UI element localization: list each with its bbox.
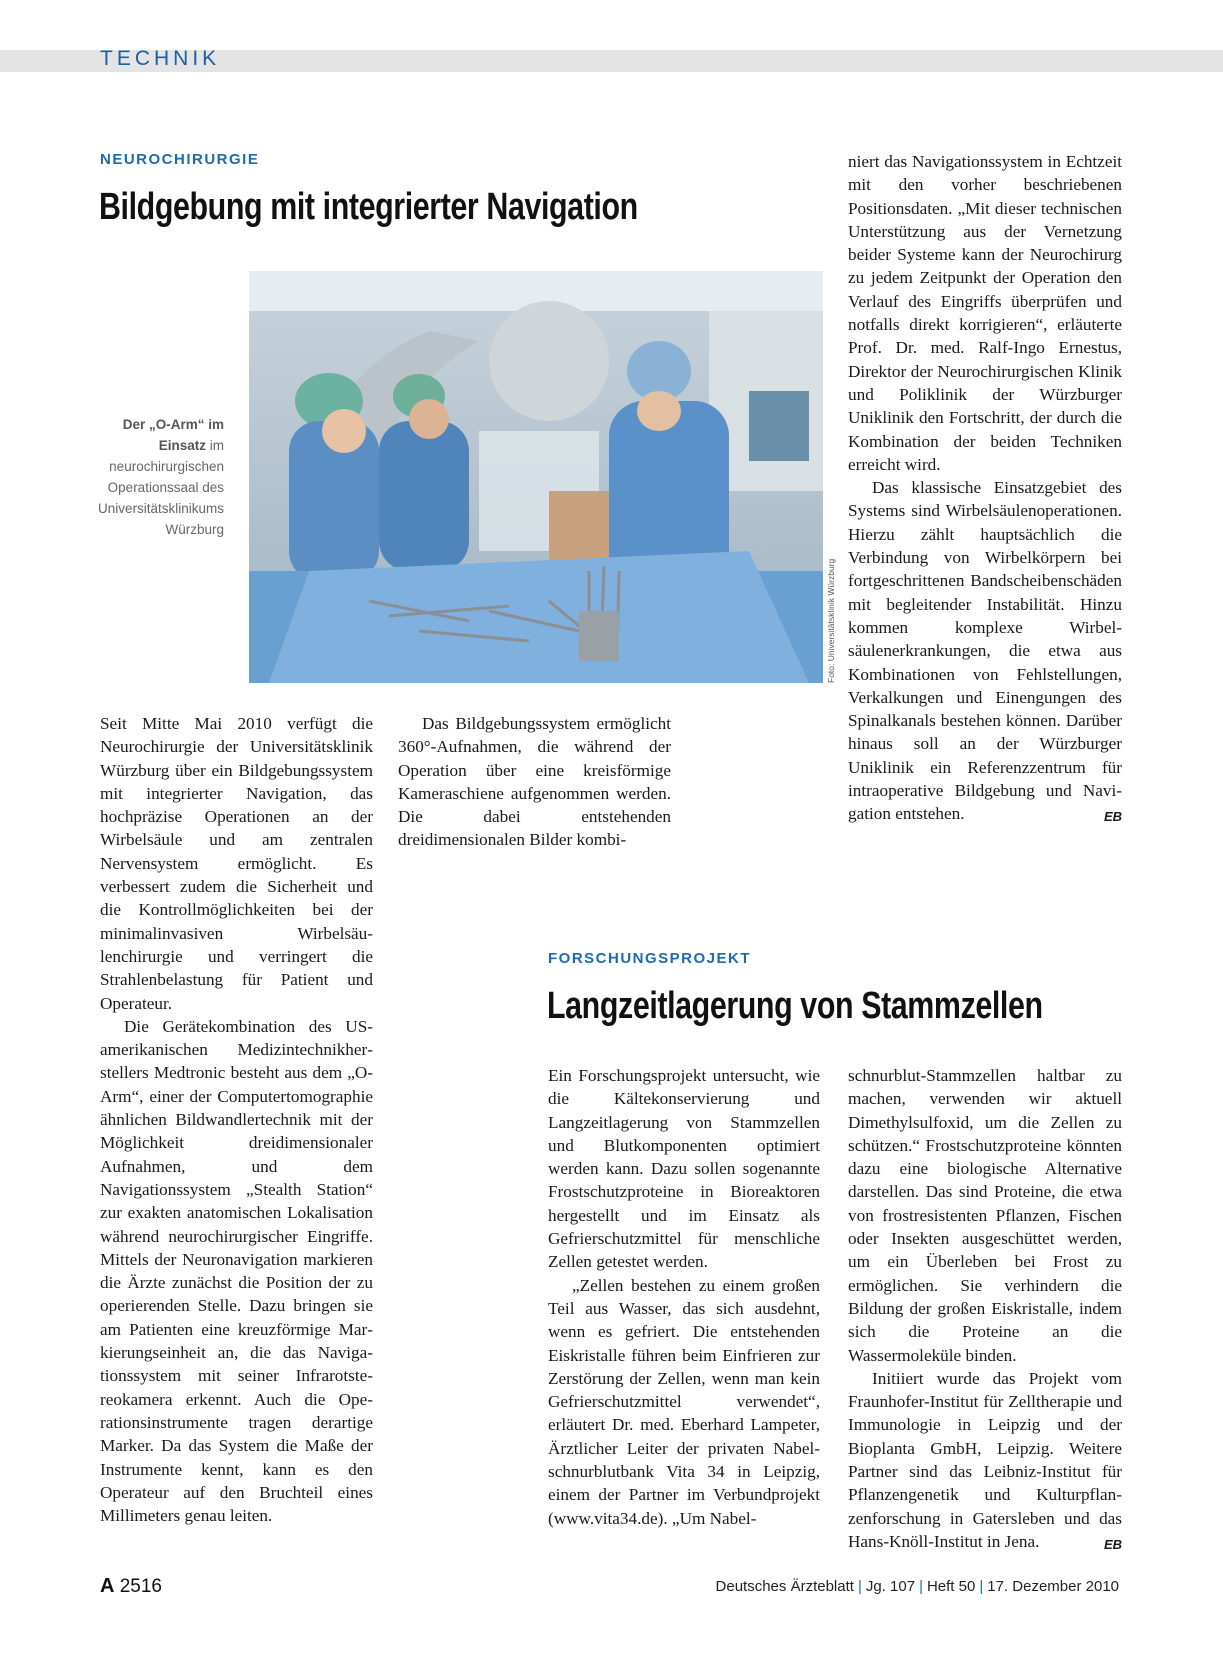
paragraph-text: Initiiert wurde das Projekt vom Fraunhofer-Institut für Zelltherapie und Immunologie in Leipzig und der Bioplanta GmbH, Leipzig. Weitere Partner sind das Leibniz-Institut für Pflanzengenetik und Kulturpflanzenforschung in Gatersleben und das Hans-Knöll-Institut in Jena. (848, 1368, 1122, 1551)
article1-column-3 (848, 150, 1122, 829)
journal-info: Deutsches Ärzteblatt | Jg. 107 | Heft 50 | 17. Dezember 2010 (715, 1578, 1119, 1595)
photo-credit: Foto: Universitätsklinik Würzburg (826, 558, 836, 683)
author-signature: EB (1103, 809, 1122, 825)
paragraph (848, 476, 1122, 825)
paragraph: schnurblut-Stammzellen haltbar zu machen, verwenden wir aktuell Dimethylsulfoxid, um die Zellen zu schützen.“ Frostschutzproteine könnten dazu eine biologische Alternative darstellen. Das sind Proteine, die etwa von frostresistenten Pflanzen, Fischen oder Insekten ausgeschüttet werden, um ein Überleben bei Frost zu ermöglichen. Sie verhindern die Bildung der großen Eiskristalle, indem sich die Proteine an die Wassermoleküle binden. (848, 1066, 1122, 1365)
paragraph: Seit Mitte Mai 2010 verfügt die Neurochirurgie der Universitätsklinik Würzburg über ein Bildgebungssystem mit integrierter Navigation, das hochpräzise Operationen an der Wirbelsäule und am zentralen Nervensystem ermöglicht. Es verbessert zudem die Sicherheit und die Kontrollmöglichkeiten bei der minimalinvasiven Wirbelsäulenchirurgie und verringert die Strahlenbelastung für Patient und Operateur. (100, 714, 373, 1013)
article2-kicker: FORSCHUNGSPROJEKT (548, 950, 752, 967)
section-label: TECHNIK (100, 47, 221, 70)
paragraph: niert das Navigationssystem in Echtzeit mit den vorher beschriebenen Positionsdaten. „Mit dieser technischen Unterstützung aus der Vernetzung beider Systeme kann der Neurochirurg zu jedem Zeitpunkt der Operation den Verlauf des Eingriffs überprüfen und notfalls direkt korrigieren“, erläuterte Prof. Dr. med. Ralf-Ingo Ernestus, Direktor der Neurochirurgischen Klinik und Poliklinik der Würzburger Uniklinik den Fortschritt, der durch die Kombination der beiden Techniken erreicht wird. (848, 152, 1122, 474)
caption-text: im neurochirurgischen Operationssaal des Universitätsklinikums Würzburg (97, 438, 224, 537)
author-signature: EB (1103, 1536, 1122, 1552)
paragraph: „Zellen bestehen zu einem großen Teil aus Wasser, das sich ausdehnt, wenn es gefriert. Die entstehenden Eiskristalle führen beim Einfrieren zur Zerstörung der Zellen, wenn man kein Gefrierschutzmittel verwendet“, erläutert Dr. med. Eberhard Lampeter, Ärztlicher Leiter der privaten Nabelschnurblutbank Vita 34 in Leipzig, einem der Partner im Verbundprojekt (www.vita34.de). „Um Nabel- (548, 1275, 820, 1528)
article2-title: Langzeitlagerung von Stammzellen (547, 985, 1043, 1027)
page-number (100, 1575, 162, 1598)
article1-kicker: NEUROCHIRURGIE (100, 151, 260, 168)
photo-caption (80, 414, 224, 540)
journal-issue: Heft 50 (926, 1578, 976, 1595)
surgery-photo (249, 271, 823, 683)
article1-column-1 (100, 712, 373, 1527)
article1-title: Bildgebung mit integrierter Navigation (99, 186, 638, 228)
paragraph: Ein Forschungsprojekt untersucht, wie die Kältekonservierung und Langzeitlagerung von Stammzellen und Blutkomponenten optimiert werden kann. Dazu sollen sogenannte Frostschutzproteine in Bioreaktoren hergestellt und im Einsatz als Gefrierschutzmittel für menschliche Zellen getestet werden. (548, 1066, 820, 1272)
journal-name: Deutsches Ärzteblatt (715, 1578, 854, 1595)
paragraph: Die Gerätekombination des US-amerikanischen Medizintechnikherstellers Medtronic besteht aus dem „O-Arm“, einer der Computertomographie ähnlichen Bildwandlertechnik mit der Möglichkeit dreidimensionaler Aufnahmen, und dem Navigationssystem „Stealth Station“ zur exakten anatomischen Lokalisation während neurochirurgischer Eingriffe. Mittels der Neuronavigation markieren die Ärzte zunächst die Position der zu operierenden Stelle. Dazu bringen sie am Patienten eine kreuzförmige Markierungseinheit an, die das Navigationssystem mit seiner Infrarotstereokamera erkennt. Auch die Operationsinstrumente tragen derartige Marker. Da das System die Maße der Instrumente kennt, kann es den Operateur auf den Bruchteil eines Millimeters genau leiten. (100, 1016, 373, 1526)
article1-column-2 (398, 712, 671, 852)
paragraph (848, 1367, 1122, 1553)
page-number-value: 2516 (119, 1576, 163, 1597)
journal-date: 17. Dezember 2010 (987, 1578, 1119, 1595)
paragraph-text: Das klassische Einsatzgebiet des Systems sind Wirbelsäulenoperationen. Hierzu zählt hauptsächlich die Verbindung von Wirbelkörpern bei fortgeschrittenen Bandscheibenschäden mit begleitender Instabilität. Hinzu kommen komplexe Wirbelsäulenerkrankungen, die etwa aus Kombinationen von Fehlstellungen, Verkalkungen und Einengungen des Spinalkanals bestehen können. Darüber hinaus soll an der Würzburger Uniklinik ein Referenzzentrum für intraoperative Bildgebung und Navigation entstehen. (848, 478, 1122, 824)
article2-column-2 (848, 1064, 1122, 1556)
caption-bold: Der „O-Arm“ im Einsatz (122, 417, 224, 453)
article2-column-1 (548, 1064, 820, 1530)
journal-volume: Jg. 107 (865, 1578, 916, 1595)
page-prefix: A (100, 1575, 115, 1597)
paragraph: Das Bildgebungssystem ermöglicht 360°-Aufnahmen, die während der Operation über eine kreisförmige Kameraschiene aufgenommen werden. Die dabei entstehenden dreidimensionalen Bilder kombi- (398, 714, 671, 850)
